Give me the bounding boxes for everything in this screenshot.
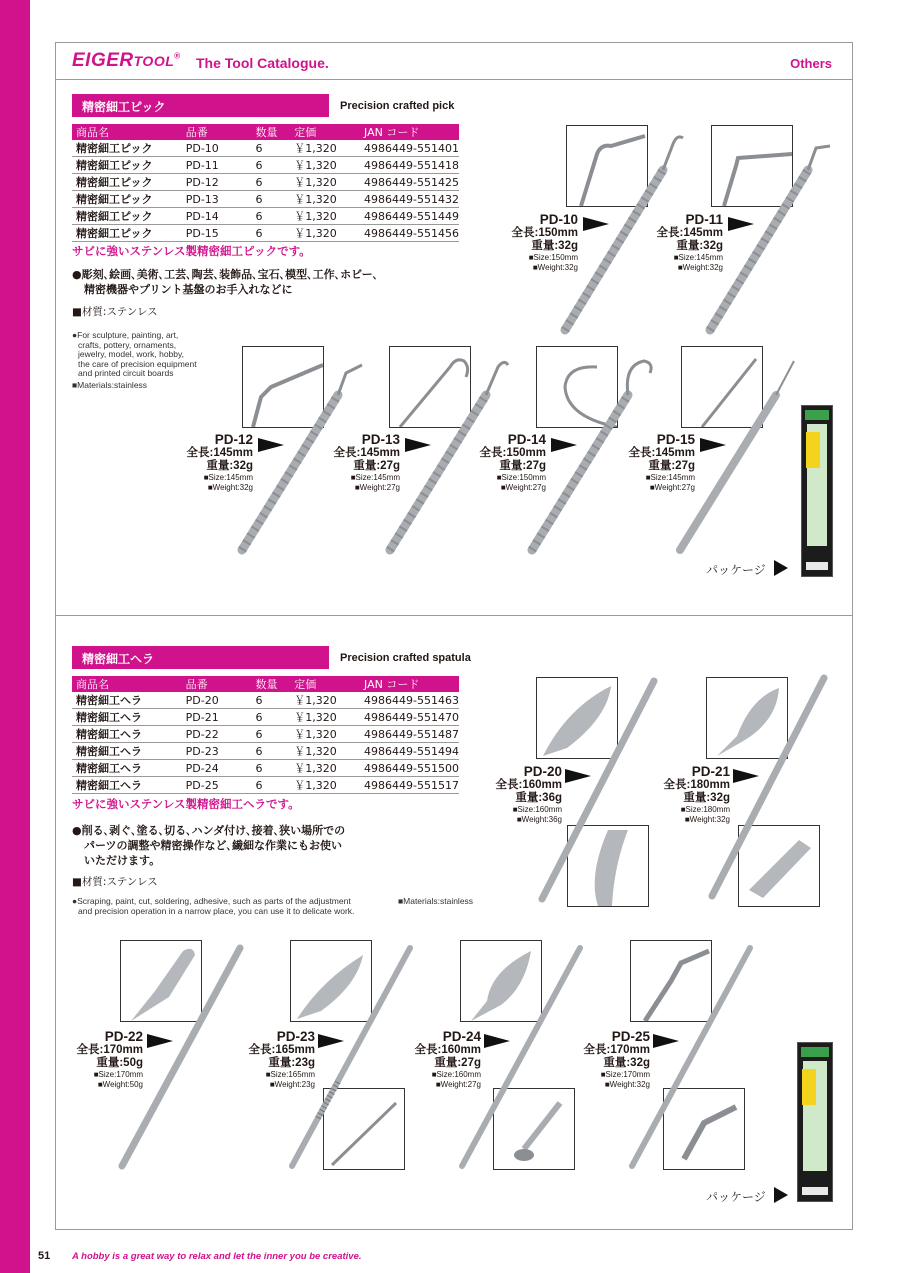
black-triangle-right-icon	[565, 769, 591, 783]
package-photo-icon	[797, 1042, 833, 1202]
pd24-label: PD-24 全長:160mm 重量:27g ■Size:160mm ■Weight:27g	[414, 1029, 481, 1089]
pd10-label: PD-10 全長:150mm 重量:32g ■Size:150mm ■Weight:32g	[511, 212, 578, 272]
pd21-label: PD-21 全長:180mm 重量:32g ■Size:180mm ■Weight:32g	[663, 764, 730, 824]
pd12-label: PD-12 全長:145mm 重量:32g ■Size:145mm ■Weight:32g	[186, 432, 253, 492]
pd15-label: PD-15 全長:145mm 重量:27g ■Size:145mm ■Weight:27g	[628, 432, 695, 492]
col-qty: 数量	[247, 676, 294, 692]
pick-features: ●彫刻､絵画､美術､工芸､陶芸､装飾品､宝石､模型､工作､ホビー､ 精密機器やプリント基盤のお手入れなどに	[72, 268, 379, 296]
pick-spec-table	[72, 124, 459, 242]
spatula-section-title-en: Precision crafted spatula	[340, 652, 471, 664]
col-jan: JAN コード	[364, 676, 459, 692]
table-row: 精密細工ヘラ PD-25 6 ￥1,320 4986449-551517	[72, 777, 459, 794]
pd20-label: PD-20 全長:160mm 重量:36g ■Size:160mm ■Weight:36g	[495, 764, 562, 824]
black-triangle-right-icon	[258, 438, 284, 452]
table-row: 精密細工ピック PD-10 6 ￥1,320 4986449-551401	[72, 140, 459, 157]
header-rule	[55, 79, 853, 80]
col-price: 定価	[294, 124, 364, 140]
table-row: 精密細工ヘラ PD-24 6 ￥1,320 4986449-551500	[72, 760, 459, 777]
black-triangle-right-icon	[728, 217, 754, 231]
table-header-row	[72, 676, 459, 692]
black-triangle-right-icon	[551, 438, 577, 452]
spatula-note-en: ●Scraping, paint, cut, soldering, adhesive, such as parts of the adjustment and precision operation in a narrow place, you can use it to delicate work.	[72, 896, 355, 916]
col-jan: JAN コード	[364, 124, 459, 140]
table-row: 精密細工ピック PD-13 6 ￥1,320 4986449-551432	[72, 191, 459, 208]
pd14-label: PD-14 全長:150mm 重量:27g ■Size:150mm ■Weight:27g	[479, 432, 546, 492]
table-row: 精密細工ピック PD-12 6 ￥1,320 4986449-551425	[72, 174, 459, 191]
page-number: 51	[38, 1250, 51, 1262]
pick-note-en: ●For sculpture, painting, art, crafts, pottery, ornaments, jewelry, model, work, hobby, the care of precision equipment and printed circuit boards	[72, 330, 197, 378]
black-triangle-right-icon	[484, 1034, 510, 1048]
col-qty: 数量	[247, 124, 294, 140]
table-row: 精密細工ヘラ PD-20 6 ￥1,320 4986449-551463	[72, 692, 459, 709]
col-name: 商品名	[72, 124, 186, 140]
pd11-label: PD-11 全長:145mm 重量:32g ■Size:145mm ■Weight:32g	[656, 212, 723, 272]
spatula-features: ●削る､剥ぐ､塗る､切る､ハンダ付け､接着､狭い場所での パーツの調整や精密操作など､繊細な作業にもお使い いただけます。	[72, 824, 346, 867]
table-row: 精密細工ヘラ PD-23 6 ￥1,320 4986449-551494	[72, 743, 459, 760]
spatula-material: ■材質:ステンレス	[72, 876, 158, 888]
spatula-spec-table	[72, 676, 459, 794]
spatula-package-label: パッケージ	[706, 1190, 766, 1204]
spatula-section-title: 精密細工ヘラ	[72, 646, 329, 669]
black-triangle-right-icon	[700, 438, 726, 452]
table-row: 精密細工ピック PD-11 6 ￥1,320 4986449-551418	[72, 157, 459, 174]
pick-catchphrase: サビに強いステンレス製精密細工ピックです。	[72, 244, 311, 258]
table-header-row	[72, 124, 459, 140]
black-triangle-right-icon	[774, 560, 788, 576]
pick-material-en: ■Materials:stainless	[72, 380, 148, 390]
table-row: 精密細工ヘラ PD-21 6 ￥1,320 4986449-551470	[72, 709, 459, 726]
page-spine	[0, 0, 30, 1273]
col-name: 商品名	[72, 676, 186, 692]
spatula-material-en: ■Materials:stainless	[398, 896, 474, 906]
section-divider	[55, 615, 853, 616]
pd22-label: PD-22 全長:170mm 重量:50g ■Size:170mm ■Weight:50g	[76, 1029, 143, 1089]
black-triangle-right-icon	[653, 1034, 679, 1048]
black-triangle-right-icon	[733, 769, 759, 783]
pd13-label: PD-13 全長:145mm 重量:27g ■Size:145mm ■Weight:27g	[333, 432, 400, 492]
pick-package-label: パッケージ	[706, 563, 766, 577]
category-label: Others	[790, 56, 832, 71]
pd23-label: PD-23 全長:165mm 重量:23g ■Size:165mm ■Weight:23g	[248, 1029, 315, 1089]
pick-material: ■材質:ステンレス	[72, 306, 158, 318]
brand-logo: EIGERTOOL®	[72, 50, 181, 71]
black-triangle-right-icon	[318, 1034, 344, 1048]
black-triangle-right-icon	[405, 438, 431, 452]
col-price: 定価	[294, 676, 364, 692]
catalogue-title: The Tool Catalogue.	[196, 55, 329, 71]
col-code: 品番	[186, 124, 248, 140]
col-code: 品番	[186, 676, 248, 692]
black-triangle-right-icon	[583, 217, 609, 231]
footer-tagline: A hobby is a great way to relax and let the inner you be creative.	[72, 1251, 362, 1262]
pd25-label: PD-25 全長:170mm 重量:32g ■Size:170mm ■Weight:32g	[583, 1029, 650, 1089]
spatula-catchphrase: サビに強いステンレス製精密細工ヘラです。	[72, 797, 300, 811]
package-photo-icon	[801, 405, 833, 577]
black-triangle-right-icon	[147, 1034, 173, 1048]
pick-section-title: 精密細工ピック	[72, 94, 329, 117]
table-row: 精密細工ピック PD-14 6 ￥1,320 4986449-551449	[72, 208, 459, 225]
table-row: 精密細工ヘラ PD-22 6 ￥1,320 4986449-551487	[72, 726, 459, 743]
pick-section-title-en: Precision crafted pick	[340, 100, 455, 112]
table-row: 精密細工ピック PD-15 6 ￥1,320 4986449-551456	[72, 225, 459, 242]
black-triangle-right-icon	[774, 1187, 788, 1203]
